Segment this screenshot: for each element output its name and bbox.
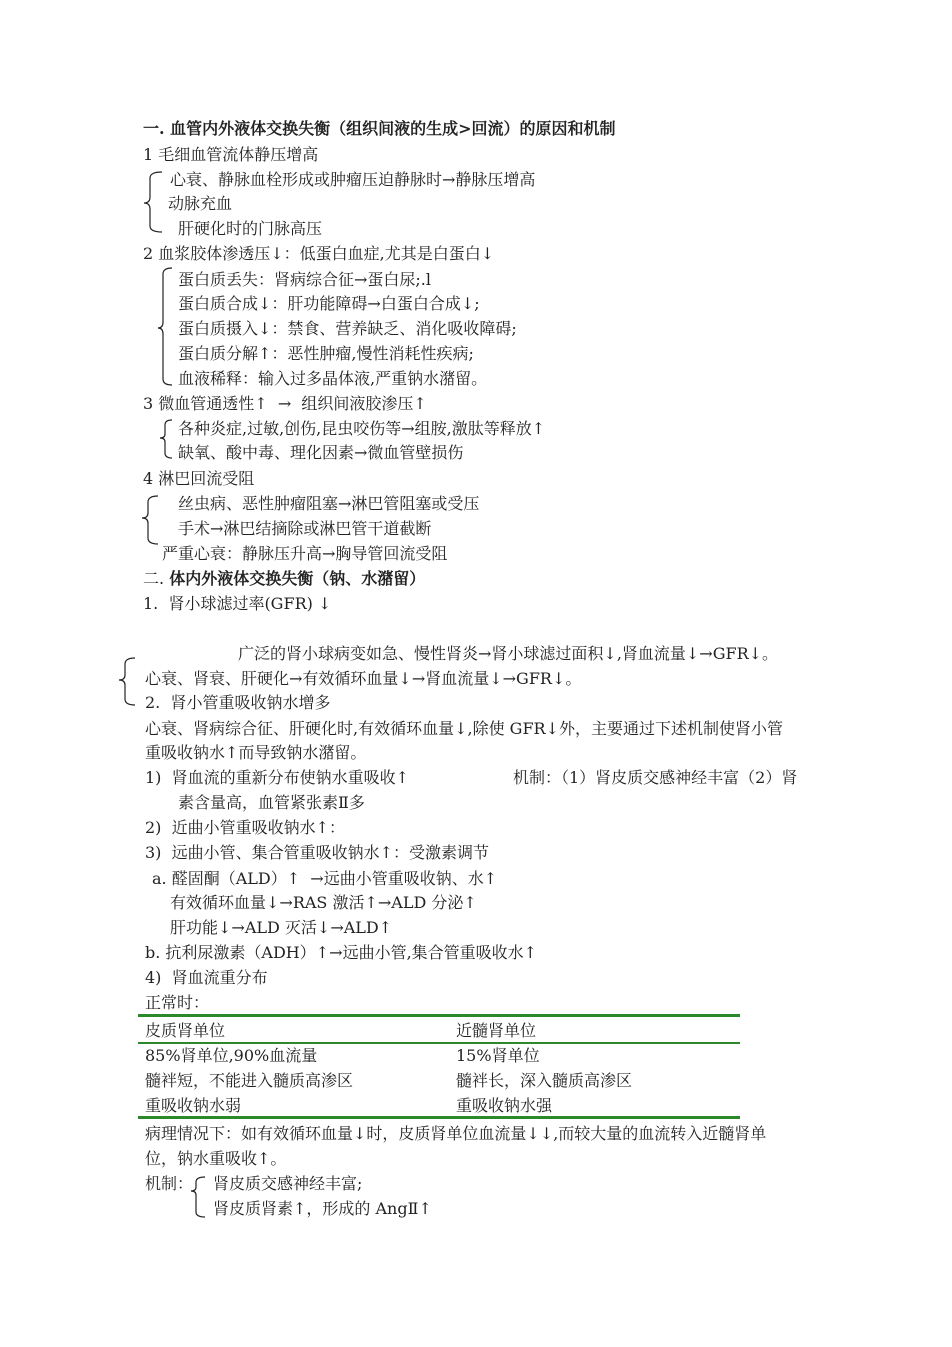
list-item: 蛋白质丢失：肾病综合征→蛋白尿;.l <box>178 270 432 289</box>
paragraph-line: 病理情况下：如有效循环血量↓时，皮质肾单位血流量↓↓,而较大量的血流转入近髓肾单 <box>145 1124 767 1143</box>
table-header-cell: 近髓肾单位 <box>456 1021 537 1040</box>
list-item: 肝功能↓→ALD 灭活↓→ALD↑ <box>170 918 393 937</box>
paragraph-line: 心衰、肾病综合征、肝硬化时,有效循环血量↓,除使 GFR↓外，主要通过下述机制使肾小管 <box>145 719 784 738</box>
list-item: 蛋白质合成↓：肝功能障碍→白蛋白合成↓; <box>178 294 480 313</box>
brace-icon <box>144 172 162 232</box>
cause2-heading: 2 血浆胶体渗透压↓：低蛋白血症,尤其是白蛋白↓ <box>143 244 495 263</box>
list-item: 肝硬化时的门脉高压 <box>178 219 323 238</box>
reabsorption-heading: 2. 肾小管重吸收钠水增多 <box>145 693 331 712</box>
table-cell: 15%肾单位 <box>456 1046 540 1065</box>
brace-icon <box>119 658 135 705</box>
section2-title-text: 体内外液体交换失衡（钠、水潴留） <box>169 569 426 588</box>
list-item: 肾皮质肾素↑，形成的 AngⅡ↑ <box>213 1199 432 1218</box>
brace-icon <box>142 496 158 544</box>
table-cell: 髓袢长，深入髓质高渗区 <box>456 1071 633 1090</box>
point3b: b. 抗利尿激素（ADH）↑→远曲小管,集合管重吸收水↑ <box>145 943 538 962</box>
list-item: 手术→淋巴结摘除或淋巴管干道截断 <box>178 519 432 538</box>
list-item: 缺氧、酸中毒、理化因素→微血管壁损伤 <box>178 443 464 462</box>
list-item: 广泛的肾小球病变如急、慢性肾炎→肾小球滤过面积↓,肾血流量↓→GFR↓。 <box>238 644 779 663</box>
table-cell: 重吸收钠水强 <box>456 1096 553 1115</box>
section2-title <box>143 566 425 591</box>
section2-number: 二. <box>143 569 165 588</box>
paragraph-line: 位，钠水重吸收↑。 <box>145 1149 287 1168</box>
cause4-heading: 4 淋巴回流受阻 <box>143 469 255 488</box>
list-item: 心衰、静脉血栓形成或肿瘤压迫静脉时→静脉压增高 <box>170 170 536 189</box>
list-item: 丝虫病、恶性肿瘤阻塞→淋巴管阻塞或受压 <box>178 494 480 513</box>
list-item: 肾皮质交感神经丰富; <box>213 1174 363 1193</box>
point2: 2) 近曲小管重吸收钠水↑： <box>145 818 346 837</box>
brace-icon <box>160 420 172 458</box>
list-item: 血液稀释：输入过多晶体液,严重钠水潴留。 <box>178 369 488 388</box>
paragraph-line: 重吸收钠水↑而导致钠水潴留。 <box>145 743 367 762</box>
table-header-cell: 皮质肾单位 <box>145 1021 226 1040</box>
list-item: 严重心衰：静脉压升高→胸导管回流受阻 <box>162 544 448 563</box>
list-item: 心衰、肾衰、肝硬化→有效循环血量↓→肾血流量↓→GFR↓。 <box>145 669 582 688</box>
list-item: 各种炎症,过敏,创伤,昆虫咬伤等→组胺,激肽等释放↑ <box>178 419 546 438</box>
brace-icon <box>191 1177 205 1217</box>
gfr-heading: 1. 肾小球滤过率(GFR) ↓ <box>143 594 332 613</box>
point4: 4) 肾血流重分布 <box>145 968 268 987</box>
table-cell: 85%肾单位,90%血流量 <box>145 1046 318 1065</box>
point3a: a. 醛固酮（ALD）↑ →远曲小管重吸收钠、水↑ <box>152 869 498 888</box>
list-item: 有效循环血量↓→RAS 激活↑→ALD 分泌↑ <box>170 893 477 912</box>
cause1-heading: 1 毛细血管流体静压增高 <box>143 145 319 164</box>
point1-mechanism: 机制：（1）肾皮质交感神经丰富（2）肾 <box>513 768 798 787</box>
list-item: 蛋白质摄入↓：禁食、营养缺乏、消化吸收障碍; <box>178 319 517 338</box>
mechanism-label: 机制： <box>145 1174 194 1193</box>
point1-continuation: 素含量高，血管紧张素Ⅱ多 <box>178 793 365 812</box>
brace-icon <box>158 268 172 385</box>
table-bottom-rule <box>138 1116 740 1119</box>
point3: 3) 远曲小管、集合管重吸收钠水↑：受激素调节 <box>145 843 490 862</box>
list-item: 动脉充血 <box>168 194 233 213</box>
table-cell: 重吸收钠水弱 <box>145 1096 242 1115</box>
normal-label: 正常时： <box>145 993 210 1012</box>
table-cell: 髓袢短，不能进入髓质高渗区 <box>145 1071 354 1090</box>
point1: 1) 肾血流的重新分布使钠水重吸收↑ <box>145 768 410 787</box>
section1-title: 一. 血管内外液体交换失衡（组织间液的生成>回流）的原因和机制 <box>143 119 616 138</box>
table-top-rule <box>138 1014 740 1017</box>
list-item: 蛋白质分解↑：恶性肿瘤,慢性消耗性疾病; <box>178 344 474 363</box>
cause3-heading: 3 微血管通透性↑ → 组织间液胶渗压↑ <box>143 394 427 413</box>
